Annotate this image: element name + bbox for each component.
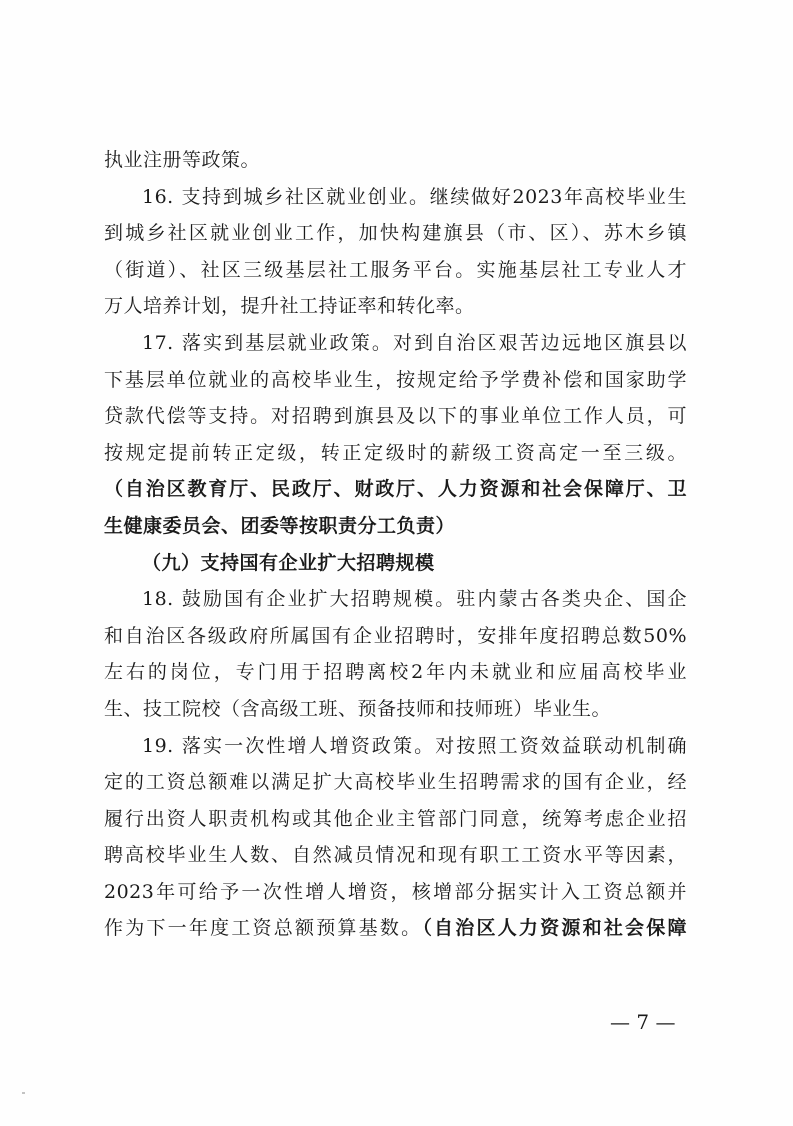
text-line-bold-part: （自治区人力资源和社会保障: [422, 917, 687, 940]
text-line: 贷款代偿等支持。对招聘到旗县及以下的事业单位工作人员，可: [104, 405, 687, 428]
text-line: 到城乡社区就业创业工作，加快构建旗县（市、区）、苏木乡镇: [104, 222, 687, 245]
document-body: [104, 142, 687, 947]
text-line: （自治区教育厅、民政厅、财政厅、人力资源和社会保障厅、卫: [104, 478, 687, 501]
text-line: [104, 910, 687, 947]
text-line-plain-part: 作为下一年度工资总额预算基数。: [104, 917, 423, 940]
text-line: （九）支持国有企业扩大招聘规模: [142, 551, 435, 574]
text-line: 2023年可给予一次性增人增资，核增部分据实计入工资总额并: [104, 880, 687, 903]
text-line: （街道）、社区三级基层社工服务平台。实施基层社工专业人才: [104, 258, 687, 281]
text-line: 17. 落实到基层就业政策。对到自治区艰苦边远地区旗县以: [142, 331, 687, 354]
text-line: 聘高校毕业生人数、自然减员情况和现有职工工资水平等因素，: [104, 844, 687, 867]
text-line: 定的工资总额难以满足扩大高校毕业生招聘需求的国有企业，经: [104, 771, 687, 794]
page-number: — 7 —: [610, 1010, 676, 1034]
text-line: 万人培养计划，提升社工持证率和转化率。: [104, 295, 475, 318]
scan-speck: [22, 1092, 25, 1094]
text-line: 生健康委员会、团委等按职责分工负责）: [104, 514, 456, 537]
text-line: 按规定提前转正定级，转正定级时的薪级工资高定一至三级。: [104, 441, 687, 464]
text-line: 和自治区各级政府所属国有企业招聘时，安排年度招聘总数50%: [104, 624, 687, 647]
text-line: 16. 支持到城乡社区就业创业。继续做好2023年高校毕业生: [142, 185, 687, 208]
text-line: 生、技工院校（含高级工班、预备技师和技师班）毕业生。: [104, 697, 612, 720]
text-line: 执业注册等政策。: [104, 149, 261, 171]
text-line: 履行出资人职责机构或其他企业主管部门同意，统筹考虑企业招: [104, 807, 687, 830]
text-line: 下基层单位就业的高校毕业生，按规定给予学费补偿和国家助学: [104, 368, 687, 391]
text-line: 左右的岗位，专门用于招聘离校2年内未就业和应届高校毕业: [104, 661, 687, 684]
text-line: 19. 落实一次性增人增资政策。对按照工资效益联动机制确: [142, 734, 687, 757]
text-line: 18. 鼓励国有企业扩大招聘规模。驻内蒙古各类央企、国企: [142, 588, 687, 611]
